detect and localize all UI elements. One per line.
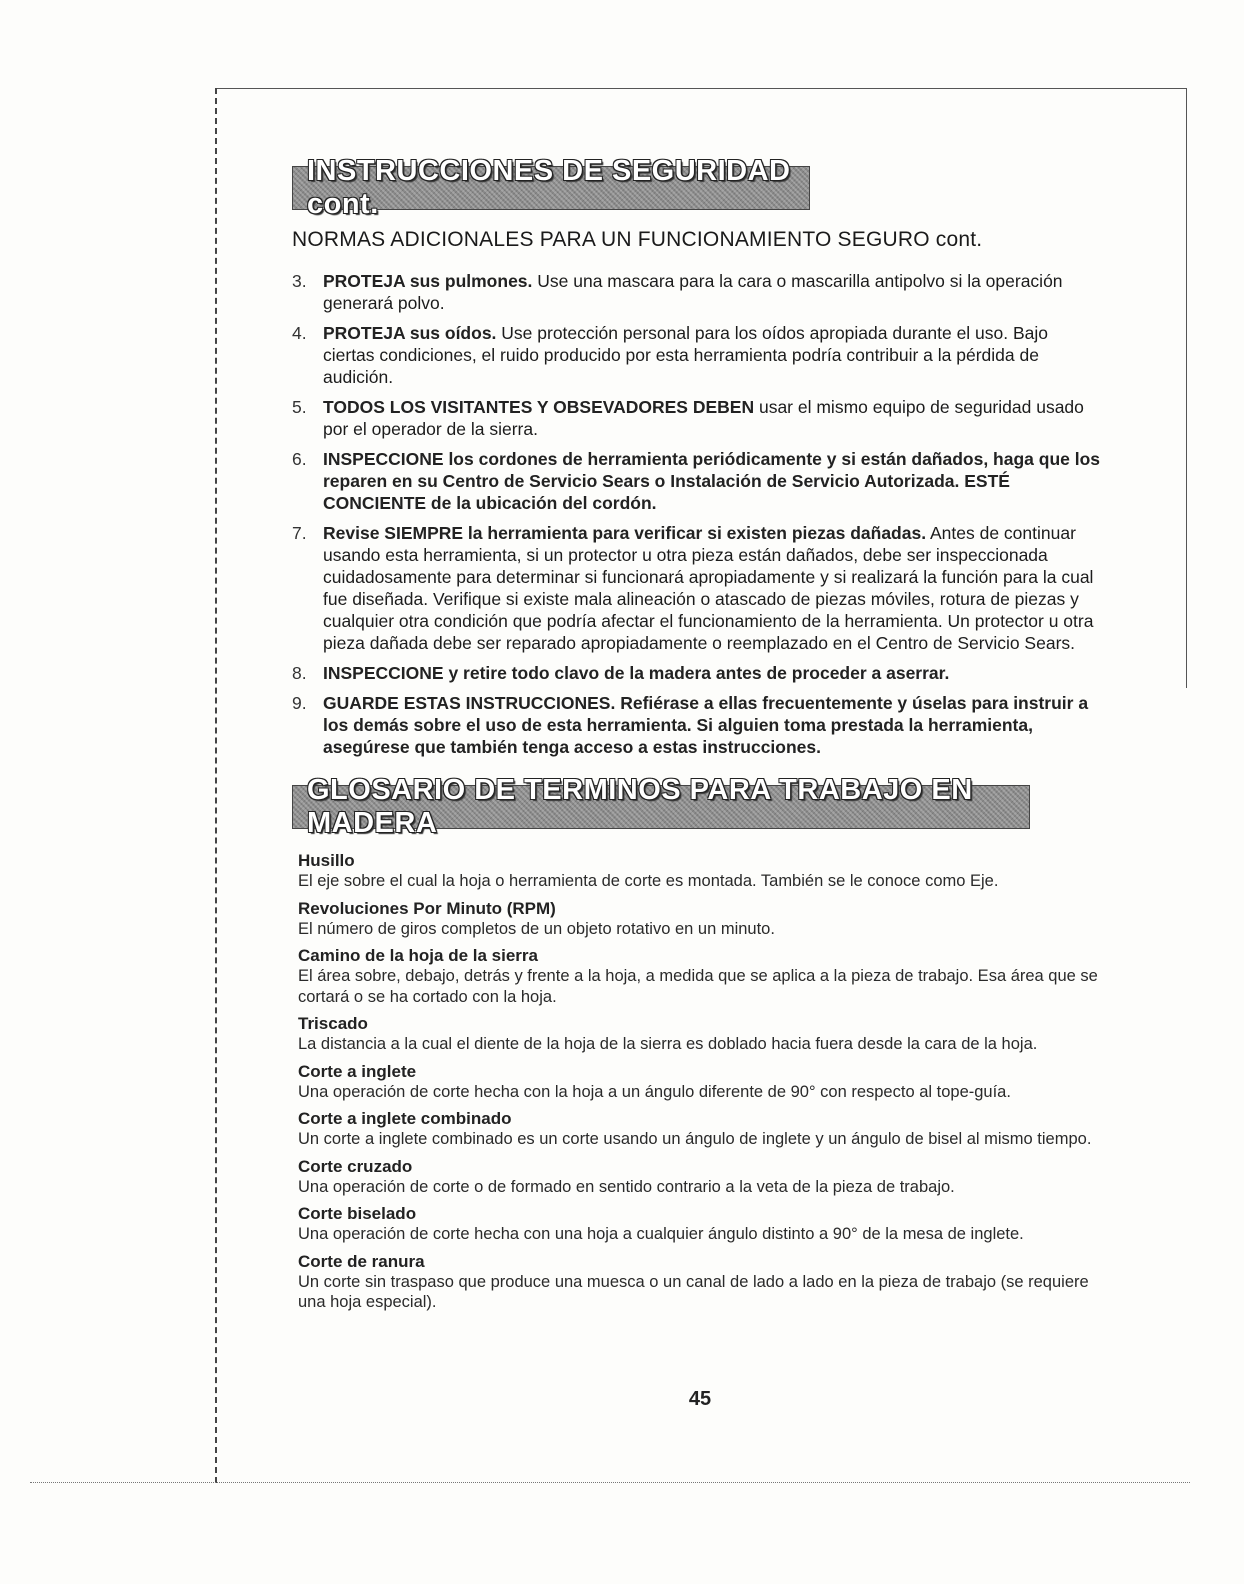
- safety-rules-list: [292, 270, 1102, 766]
- glossary-entry: [298, 1061, 1098, 1103]
- rule-number: 3.: [292, 271, 307, 291]
- rule-lead: Revise SIEMPRE la herramienta para verificar si existen piezas dañadas.: [323, 523, 927, 543]
- glossary-entry: [298, 1251, 1098, 1313]
- rule-text: INSPECCIONE y retire todo clavo de la madera antes de proceder a aserrar.: [323, 663, 950, 683]
- safety-rule: [292, 270, 1102, 314]
- page-border-top: [215, 88, 1187, 89]
- glossary-entry: [298, 1156, 1098, 1198]
- glossary-banner-title: GLOSARIO DE TERMINOS PARA TRABAJO EN MADERA: [307, 774, 973, 839]
- glossary-term: Camino de la hoja de la sierra: [298, 946, 538, 965]
- glossary-term: Corte cruzado: [298, 1156, 413, 1176]
- rule-text: Use una mascara para la cara o mascarilla antipolvo si la operación generará polvo.: [323, 271, 1063, 313]
- section-subtitle: NORMAS ADICIONALES PARA UN FUNCIONAMIENTO SEGURO cont.: [292, 228, 983, 251]
- glossary-definition: El área sobre, debajo, detrás y frente a la hoja, a medida que se aplica a la pieza de trabajo. Esa área que se cortará o se ha cortado con la hoja.: [298, 967, 1098, 1006]
- glossary-definition: Una operación de corte hecha con la hoja a un ángulo diferente de 90° con respecto al tope-guía.: [298, 1082, 1011, 1101]
- rule-number: 9.: [292, 693, 307, 713]
- glossary-term: Corte a inglete: [298, 1061, 417, 1081]
- safety-rule: [292, 322, 1102, 388]
- glossary-term: Corte a inglete combinado: [298, 1109, 512, 1128]
- rule-text: GUARDE ESTAS INSTRUCCIONES. Refiérase a ellas frecuentemente y úselas para instruir a los demás sobre el uso de esta herramienta. Si alguien toma prestada la herramienta, asegúrese que también tenga acceso a estas instrucciones.: [323, 693, 1089, 757]
- glossary-entry: [298, 850, 1098, 892]
- rule-number: 8.: [292, 663, 307, 683]
- safety-rule: [292, 448, 1102, 514]
- glossary-entry: [298, 1013, 1098, 1055]
- page-border-bottom: [30, 1482, 1190, 1483]
- rule-number: 5.: [292, 397, 307, 417]
- rule-lead: TODOS LOS VISITANTES Y OBSEVADORES DEBEN: [323, 397, 755, 417]
- rule-lead: PROTEJA sus oídos.: [323, 323, 497, 343]
- glossary-definition: Una operación de corte hecha con una hoja a cualquier ángulo distinto a 90° de la mesa de inglete.: [298, 1225, 1024, 1243]
- rule-text: Antes de continuar usando esta herramienta, si un protector u otra pieza están dañados, debe ser inspeccionada cuidadosamente para determinar si funcionará apropiadamente y si realizará la función para la cual fue diseñada. Verifique si existe mala alineación o atascado de piezas móviles, rotura de piezas y cualquier otra condición que podría afectar el funcionamiento de la herramienta. Un protector u otra pieza dañada debe ser reparado apropiadamente o reemplazado en el Centro de Servicio Sears.: [323, 523, 1094, 653]
- glossary-entry: [298, 945, 1098, 1007]
- safety-rule: [292, 692, 1102, 758]
- safety-banner-title: INSTRUCCIONES DE SEGURIDAD cont.: [307, 155, 791, 220]
- glossary-entry: [298, 1203, 1098, 1245]
- rule-number: 4.: [292, 323, 307, 343]
- rule-lead: PROTEJA sus pulmones.: [323, 271, 533, 291]
- rule-number: 6.: [292, 449, 307, 469]
- rule-number: 7.: [292, 523, 307, 543]
- safety-instructions-banner: [292, 155, 810, 220]
- glossary-term: Husillo: [298, 851, 355, 870]
- safety-rule: [292, 662, 1102, 684]
- glossary-definition: El número de giros completos de un objeto rotativo en un minuto.: [298, 919, 775, 938]
- glossary-definition: Una operación de corte o de formado en sentido contrario a la veta de la pieza de trabajo.: [298, 1177, 955, 1196]
- glossary-definition: El eje sobre el cual la hoja o herramienta de corte es montada. También se le conoce como Eje.: [298, 872, 999, 890]
- glossary-entry: [298, 1108, 1098, 1150]
- rule-text: usar el mismo equipo de seguridad usado por el operador de la sierra.: [323, 397, 1084, 439]
- safety-rule: [292, 522, 1102, 654]
- glossary-term: Revoluciones Por Minuto (RPM): [298, 898, 556, 918]
- glossary-definition: La distancia a la cual el diente de la hoja de la sierra es doblado hacia fuera desde la cara de la hoja.: [298, 1035, 1038, 1053]
- page-number: 45: [688, 1388, 712, 1410]
- rule-text: Use protección personal para los oídos apropiada durante el uso. Bajo ciertas condiciones, el ruido producido por esta herramienta podría contribuir a la pérdida de audición.: [323, 323, 1049, 387]
- glossary-term: Corte de ranura: [298, 1251, 425, 1271]
- glossary-definition: Un corte a inglete combinado es un corte usando un ángulo de inglete y un ángulo de bisel al mismo tiempo.: [298, 1130, 1092, 1148]
- page-border-left: [215, 88, 217, 1483]
- glossary-definition: Un corte sin traspaso que produce una muesca o un canal de lado a lado en la pieza de trabajo (se requiere una hoja especial).: [298, 1272, 1089, 1311]
- page-border-right: [1186, 88, 1187, 688]
- glossary-list: [298, 850, 1098, 1319]
- glossary-term: Corte biselado: [298, 1204, 417, 1223]
- glossary-entry: [298, 898, 1098, 940]
- glossary-banner: [292, 774, 1030, 839]
- glossary-term: Triscado: [298, 1014, 368, 1033]
- safety-rule: [292, 396, 1102, 440]
- rule-text: INSPECCIONE los cordones de herramienta periódicamente y si están dañados, haga que los reparen en su Centro de Servicio Sears o Instalación de Servicio Autorizada. ESTÉ CONCIENTE de la ubicación del cordón.: [323, 449, 1101, 513]
